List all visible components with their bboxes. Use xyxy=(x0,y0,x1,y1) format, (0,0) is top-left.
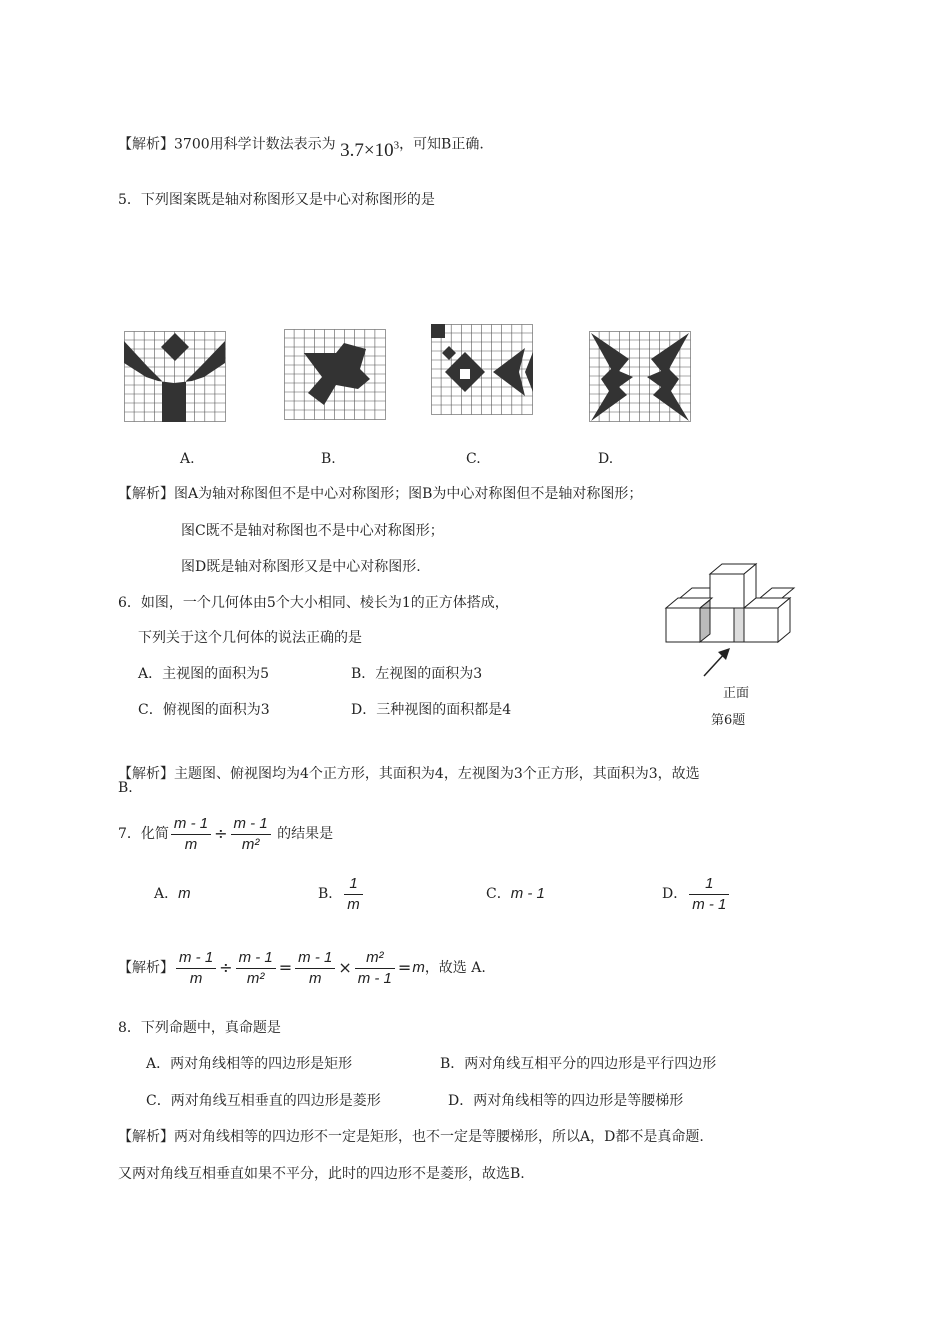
q6-stem-1: 6．如图，一个几何体由5个大小相同、棱长为1的正方体搭成， xyxy=(118,595,509,611)
fraction-1: $\frac{m - 1}{m}$ xyxy=(171,815,211,854)
q6-option-a: A．主视图的面积为5 xyxy=(138,666,270,682)
q6-option-c: C．俯视图的面积为3 xyxy=(138,702,270,718)
q5-solution-2: 图C既不是轴对称图也不是中心对称图形； xyxy=(181,523,444,539)
q6-solution-2: B. xyxy=(118,780,133,796)
figure-a xyxy=(124,331,227,423)
q4-solution xyxy=(118,128,484,162)
cube-figure xyxy=(660,562,800,688)
q4-solution-end: ，可知B正确. xyxy=(399,136,484,153)
figure-c xyxy=(431,324,534,416)
q8-option-d: D．两对角线相等的四边形是等腰梯形 xyxy=(448,1093,684,1109)
q5-stem: 5．下列图案既是轴对称图形又是中心对称图形的是 xyxy=(118,192,435,208)
option-label-a: A. xyxy=(180,451,195,467)
solution-tag: 【解析】 xyxy=(118,136,174,153)
q6-option-d: D．三种视图的面积都是4 xyxy=(351,702,512,718)
option-label-b: B. xyxy=(321,451,336,467)
q8-option-c: C．两对角线互相垂直的四边形是菱形 xyxy=(146,1093,381,1109)
q7-solution: 【解析】 $\frac{m - 1}{m}$ ÷ $\frac{m - 1}{\text{m²}}$ = $\frac{m - 1}{m}$ × $\frac{\text{m²}}{m - 1}$ =m，故选 A. xyxy=(118,948,486,987)
q5-solution-1: 【解析】图A为轴对称图但不是中心对称图形；图B为中心对称图但不是轴对称图形； xyxy=(118,486,643,502)
figure-d xyxy=(589,331,692,423)
option-label-c: C. xyxy=(466,451,481,467)
fraction-2: $\frac{m - 1}{\text{m²}}$ xyxy=(231,815,271,854)
q8-option-b: B．两对角线互相平分的四边形是平行四边形 xyxy=(440,1056,717,1072)
q6-stem-2: 下列关于这个几何体的说法正确的是 xyxy=(138,630,362,646)
q6-option-b: B．左视图的面积为3 xyxy=(351,666,483,682)
figure-caption: 第6题 xyxy=(711,713,746,728)
option-label-d: D. xyxy=(598,451,614,467)
q8-solution-1: 【解析】两对角线相等的四边形不一定是矩形，也不一定是等腰梯形，所以A，D都不是真命题. xyxy=(118,1129,704,1145)
sci-notation: $3.7\times 10^3$ xyxy=(340,140,400,162)
q5-solution-3: 图D既是轴对称图形又是中心对称图形. xyxy=(181,559,421,575)
q8-option-a: A．两对角线相等的四边形是矩形 xyxy=(146,1056,353,1072)
q7-option-c: C．m - 1 xyxy=(486,885,545,902)
q7-option-b: B． $\frac{1}{m}$ xyxy=(318,872,365,916)
q4-solution-text: 3700用科学计数法表示为 xyxy=(174,136,336,153)
figure-b xyxy=(284,329,387,421)
q7-option-d: D． $\frac{1}{m - 1}$ xyxy=(662,872,731,916)
front-label: 正面 xyxy=(723,686,750,701)
q7-option-a: A．m xyxy=(154,885,191,902)
q7-stem: 7．化简 $\frac{m - 1}{m}$ ÷ $\frac{m - 1}{\text{m²}}$ 的结果是 xyxy=(118,814,334,853)
q8-stem: 8．下列命题中，真命题是 xyxy=(118,1020,281,1036)
q6-solution-1: 【解析】主题图、俯视图均为4个正方形，其面积为4，左视图为3个正方形，其面积为3，故选 xyxy=(118,766,700,782)
q8-solution-2: 又两对角线互相垂直如果不平分，此时的四边形不是菱形，故选B. xyxy=(118,1166,525,1182)
